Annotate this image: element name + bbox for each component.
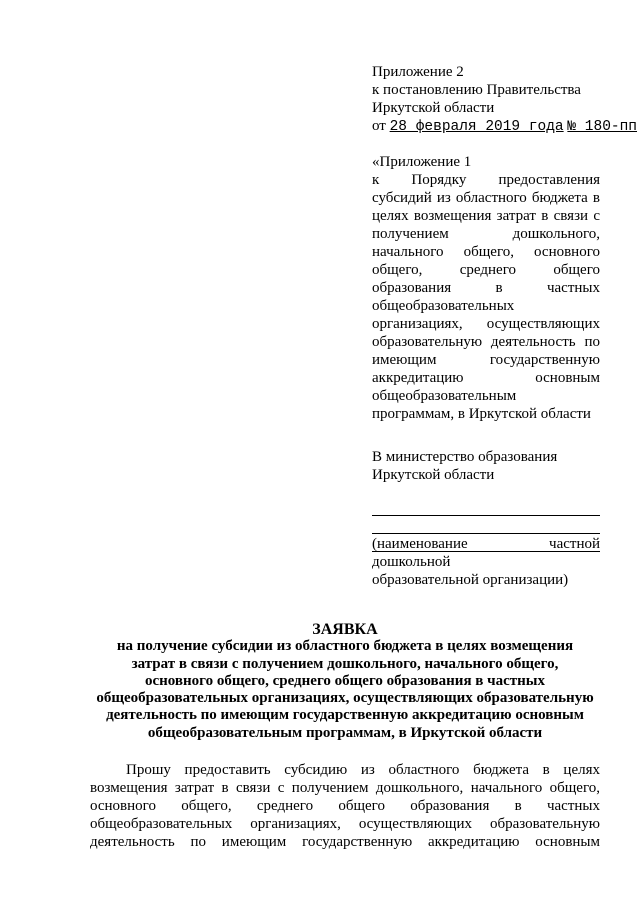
organization-caption	[372, 535, 600, 589]
document-heading: ЗАЯВКА	[312, 621, 378, 638]
date-prefix: от	[372, 118, 386, 134]
annex-line: организациях, осуществляющих	[372, 316, 600, 332]
title-line: общеобразовательным программам, в Иркутской области	[147, 724, 543, 741]
annex-line: субсидий из областного бюджета в	[372, 190, 600, 206]
title-line: деятельность по имеющим государственную аккредитацию основным	[106, 707, 584, 724]
appendix-header	[372, 63, 638, 136]
annex-line: к Порядку предоставления	[372, 172, 600, 188]
body-line: Прошу предоставить субсидию из областного бюджета в целях	[126, 762, 600, 778]
annex-line: целях возмещения затрат в связи с	[372, 208, 600, 224]
caption-line: образовательной организации)	[372, 572, 569, 588]
resolution-date: 28 февраля 2019 года	[389, 119, 564, 135]
annex-reference	[372, 153, 600, 423]
title-line: общеобразовательных организациях, осуществляющих образовательную	[96, 690, 594, 707]
annex-line: программам, в Иркутской области	[372, 406, 591, 422]
body-line: деятельность по имеющим государственную аккредитацию основным	[90, 834, 600, 850]
title-line: основного общего, среднего общего образования в частных	[144, 672, 545, 689]
application-body	[90, 761, 600, 851]
annex-line: образования в частных	[372, 280, 600, 296]
body-line: общеобразовательных организациях, осуществляющих образовательную	[90, 816, 600, 832]
annex-line: общеобразовательных	[372, 298, 515, 314]
resolution-number: № 180-пп	[567, 119, 638, 135]
resolution-ref: к постановлению Правительства	[372, 82, 581, 98]
caption-line: дошкольной	[372, 554, 451, 570]
annex-line: образовательную деятельность по	[372, 334, 600, 350]
annex-line: общеобразовательным	[372, 388, 517, 404]
appendix-number: Приложение 2	[372, 64, 464, 80]
addressee-ministry: В министерство образования	[372, 449, 558, 465]
application-title	[90, 621, 600, 742]
resolution-date-line	[372, 117, 638, 136]
annex-line: общего, среднего общего	[372, 262, 600, 278]
annex-line: имеющим государственную	[372, 352, 600, 368]
annex-line: начального общего, основного	[372, 244, 600, 260]
region-name: Иркутской области	[372, 100, 495, 116]
body-line: основного общего, среднего общего образования в частных	[90, 798, 600, 814]
annex-line: получением дошкольного,	[372, 226, 600, 242]
annex-line: аккредитацию основным	[372, 370, 600, 386]
addressee-region: Иркутской области	[372, 467, 495, 483]
annex-line: «Приложение 1	[372, 154, 472, 170]
fill-in-line	[372, 515, 600, 516]
title-line: на получение субсидии из областного бюджета в целях возмещения	[116, 638, 574, 655]
body-line: возмещения затрат в связи с получением дошкольного, начального общего,	[90, 780, 600, 796]
title-line: затрат в связи с получением дошкольного, начального общего,	[131, 655, 559, 672]
fill-in-line	[372, 533, 600, 534]
caption-line: (наименование частной	[372, 536, 600, 552]
